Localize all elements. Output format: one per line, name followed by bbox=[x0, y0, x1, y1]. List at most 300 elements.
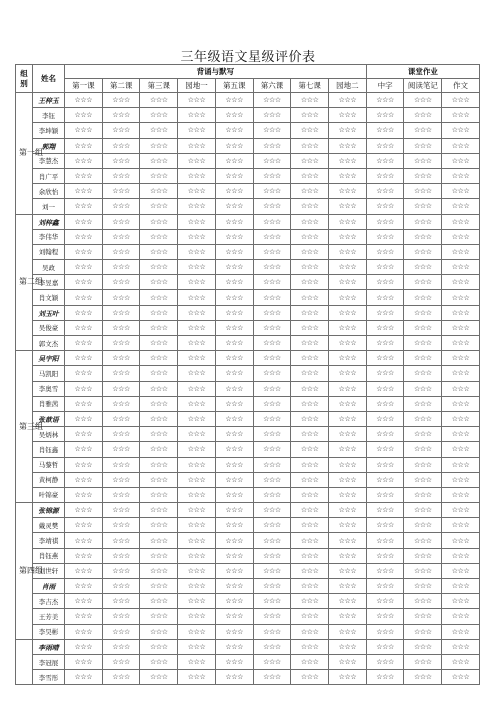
star-rating-cell[interactable]: ☆☆☆ bbox=[178, 275, 216, 290]
star-rating-cell[interactable]: ☆☆☆ bbox=[253, 244, 291, 259]
star-rating-cell[interactable]: ☆☆☆ bbox=[65, 594, 103, 609]
star-rating-cell[interactable]: ☆☆☆ bbox=[329, 290, 367, 305]
star-rating-cell[interactable]: ☆☆☆ bbox=[329, 275, 367, 290]
star-rating-cell[interactable]: ☆☆☆ bbox=[178, 168, 216, 183]
star-rating-cell[interactable]: ☆☆☆ bbox=[65, 624, 103, 639]
star-rating-cell[interactable]: ☆☆☆ bbox=[102, 518, 140, 533]
star-rating-cell[interactable]: ☆☆☆ bbox=[215, 411, 253, 426]
star-rating-cell[interactable]: ☆☆☆ bbox=[442, 381, 480, 396]
star-rating-cell[interactable]: ☆☆☆ bbox=[329, 381, 367, 396]
star-rating-cell[interactable]: ☆☆☆ bbox=[215, 472, 253, 487]
star-rating-cell[interactable]: ☆☆☆ bbox=[291, 336, 329, 351]
star-rating-cell[interactable]: ☆☆☆ bbox=[65, 670, 103, 685]
star-rating-cell[interactable]: ☆☆☆ bbox=[215, 260, 253, 275]
star-rating-cell[interactable]: ☆☆☆ bbox=[329, 654, 367, 669]
star-rating-cell[interactable]: ☆☆☆ bbox=[140, 411, 178, 426]
star-rating-cell[interactable]: ☆☆☆ bbox=[291, 93, 329, 108]
star-rating-cell[interactable]: ☆☆☆ bbox=[329, 336, 367, 351]
star-rating-cell[interactable]: ☆☆☆ bbox=[253, 609, 291, 624]
star-rating-cell[interactable]: ☆☆☆ bbox=[102, 93, 140, 108]
star-rating-cell[interactable]: ☆☆☆ bbox=[140, 594, 178, 609]
star-rating-cell[interactable]: ☆☆☆ bbox=[404, 123, 442, 138]
star-rating-cell[interactable]: ☆☆☆ bbox=[291, 579, 329, 594]
star-rating-cell[interactable]: ☆☆☆ bbox=[65, 654, 103, 669]
star-rating-cell[interactable]: ☆☆☆ bbox=[102, 366, 140, 381]
star-rating-cell[interactable]: ☆☆☆ bbox=[291, 214, 329, 229]
star-rating-cell[interactable]: ☆☆☆ bbox=[366, 503, 404, 518]
star-rating-cell[interactable]: ☆☆☆ bbox=[329, 199, 367, 214]
star-rating-cell[interactable]: ☆☆☆ bbox=[404, 624, 442, 639]
star-rating-cell[interactable]: ☆☆☆ bbox=[404, 275, 442, 290]
star-rating-cell[interactable]: ☆☆☆ bbox=[215, 533, 253, 548]
star-rating-cell[interactable]: ☆☆☆ bbox=[65, 457, 103, 472]
star-rating-cell[interactable]: ☆☆☆ bbox=[366, 199, 404, 214]
star-rating-cell[interactable]: ☆☆☆ bbox=[65, 381, 103, 396]
star-rating-cell[interactable]: ☆☆☆ bbox=[140, 503, 178, 518]
star-rating-cell[interactable]: ☆☆☆ bbox=[291, 305, 329, 320]
star-rating-cell[interactable]: ☆☆☆ bbox=[366, 244, 404, 259]
star-rating-cell[interactable]: ☆☆☆ bbox=[442, 609, 480, 624]
star-rating-cell[interactable]: ☆☆☆ bbox=[140, 670, 178, 685]
star-rating-cell[interactable]: ☆☆☆ bbox=[178, 472, 216, 487]
star-rating-cell[interactable]: ☆☆☆ bbox=[253, 457, 291, 472]
star-rating-cell[interactable]: ☆☆☆ bbox=[140, 229, 178, 244]
star-rating-cell[interactable]: ☆☆☆ bbox=[291, 518, 329, 533]
star-rating-cell[interactable]: ☆☆☆ bbox=[65, 305, 103, 320]
star-rating-cell[interactable]: ☆☆☆ bbox=[291, 503, 329, 518]
star-rating-cell[interactable]: ☆☆☆ bbox=[253, 639, 291, 654]
star-rating-cell[interactable]: ☆☆☆ bbox=[215, 336, 253, 351]
star-rating-cell[interactable]: ☆☆☆ bbox=[253, 108, 291, 123]
star-rating-cell[interactable]: ☆☆☆ bbox=[65, 366, 103, 381]
star-rating-cell[interactable]: ☆☆☆ bbox=[140, 381, 178, 396]
star-rating-cell[interactable]: ☆☆☆ bbox=[215, 351, 253, 366]
star-rating-cell[interactable]: ☆☆☆ bbox=[178, 290, 216, 305]
star-rating-cell[interactable]: ☆☆☆ bbox=[102, 427, 140, 442]
star-rating-cell[interactable]: ☆☆☆ bbox=[253, 472, 291, 487]
star-rating-cell[interactable]: ☆☆☆ bbox=[102, 381, 140, 396]
star-rating-cell[interactable]: ☆☆☆ bbox=[442, 138, 480, 153]
star-rating-cell[interactable]: ☆☆☆ bbox=[178, 533, 216, 548]
star-rating-cell[interactable]: ☆☆☆ bbox=[404, 138, 442, 153]
star-rating-cell[interactable]: ☆☆☆ bbox=[65, 93, 103, 108]
star-rating-cell[interactable]: ☆☆☆ bbox=[215, 153, 253, 168]
star-rating-cell[interactable]: ☆☆☆ bbox=[291, 624, 329, 639]
star-rating-cell[interactable]: ☆☆☆ bbox=[65, 229, 103, 244]
star-rating-cell[interactable]: ☆☆☆ bbox=[102, 411, 140, 426]
star-rating-cell[interactable]: ☆☆☆ bbox=[366, 427, 404, 442]
star-rating-cell[interactable]: ☆☆☆ bbox=[253, 442, 291, 457]
star-rating-cell[interactable]: ☆☆☆ bbox=[140, 199, 178, 214]
star-rating-cell[interactable]: ☆☆☆ bbox=[65, 351, 103, 366]
star-rating-cell[interactable]: ☆☆☆ bbox=[178, 639, 216, 654]
star-rating-cell[interactable]: ☆☆☆ bbox=[102, 168, 140, 183]
star-rating-cell[interactable]: ☆☆☆ bbox=[253, 351, 291, 366]
star-rating-cell[interactable]: ☆☆☆ bbox=[404, 639, 442, 654]
star-rating-cell[interactable]: ☆☆☆ bbox=[65, 153, 103, 168]
star-rating-cell[interactable]: ☆☆☆ bbox=[178, 548, 216, 563]
star-rating-cell[interactable]: ☆☆☆ bbox=[178, 654, 216, 669]
star-rating-cell[interactable]: ☆☆☆ bbox=[442, 108, 480, 123]
star-rating-cell[interactable]: ☆☆☆ bbox=[404, 290, 442, 305]
star-rating-cell[interactable]: ☆☆☆ bbox=[253, 275, 291, 290]
star-rating-cell[interactable]: ☆☆☆ bbox=[140, 472, 178, 487]
star-rating-cell[interactable]: ☆☆☆ bbox=[366, 609, 404, 624]
star-rating-cell[interactable]: ☆☆☆ bbox=[366, 533, 404, 548]
star-rating-cell[interactable]: ☆☆☆ bbox=[404, 427, 442, 442]
star-rating-cell[interactable]: ☆☆☆ bbox=[291, 533, 329, 548]
star-rating-cell[interactable]: ☆☆☆ bbox=[178, 214, 216, 229]
star-rating-cell[interactable]: ☆☆☆ bbox=[102, 108, 140, 123]
star-rating-cell[interactable]: ☆☆☆ bbox=[253, 260, 291, 275]
star-rating-cell[interactable]: ☆☆☆ bbox=[442, 411, 480, 426]
star-rating-cell[interactable]: ☆☆☆ bbox=[178, 320, 216, 335]
star-rating-cell[interactable]: ☆☆☆ bbox=[253, 396, 291, 411]
star-rating-cell[interactable]: ☆☆☆ bbox=[178, 244, 216, 259]
star-rating-cell[interactable]: ☆☆☆ bbox=[366, 229, 404, 244]
star-rating-cell[interactable]: ☆☆☆ bbox=[366, 275, 404, 290]
star-rating-cell[interactable]: ☆☆☆ bbox=[329, 503, 367, 518]
star-rating-cell[interactable]: ☆☆☆ bbox=[329, 305, 367, 320]
star-rating-cell[interactable]: ☆☆☆ bbox=[140, 184, 178, 199]
star-rating-cell[interactable]: ☆☆☆ bbox=[102, 305, 140, 320]
star-rating-cell[interactable]: ☆☆☆ bbox=[253, 624, 291, 639]
star-rating-cell[interactable]: ☆☆☆ bbox=[329, 518, 367, 533]
star-rating-cell[interactable]: ☆☆☆ bbox=[65, 290, 103, 305]
star-rating-cell[interactable]: ☆☆☆ bbox=[140, 93, 178, 108]
star-rating-cell[interactable]: ☆☆☆ bbox=[102, 199, 140, 214]
star-rating-cell[interactable]: ☆☆☆ bbox=[366, 579, 404, 594]
star-rating-cell[interactable]: ☆☆☆ bbox=[178, 487, 216, 502]
star-rating-cell[interactable]: ☆☆☆ bbox=[65, 123, 103, 138]
star-rating-cell[interactable]: ☆☆☆ bbox=[65, 442, 103, 457]
star-rating-cell[interactable]: ☆☆☆ bbox=[442, 654, 480, 669]
star-rating-cell[interactable]: ☆☆☆ bbox=[253, 229, 291, 244]
star-rating-cell[interactable]: ☆☆☆ bbox=[215, 184, 253, 199]
star-rating-cell[interactable]: ☆☆☆ bbox=[291, 442, 329, 457]
star-rating-cell[interactable]: ☆☆☆ bbox=[329, 624, 367, 639]
star-rating-cell[interactable]: ☆☆☆ bbox=[65, 518, 103, 533]
star-rating-cell[interactable]: ☆☆☆ bbox=[329, 396, 367, 411]
star-rating-cell[interactable]: ☆☆☆ bbox=[366, 320, 404, 335]
star-rating-cell[interactable]: ☆☆☆ bbox=[442, 199, 480, 214]
star-rating-cell[interactable]: ☆☆☆ bbox=[366, 442, 404, 457]
star-rating-cell[interactable]: ☆☆☆ bbox=[215, 320, 253, 335]
star-rating-cell[interactable]: ☆☆☆ bbox=[442, 229, 480, 244]
star-rating-cell[interactable]: ☆☆☆ bbox=[291, 548, 329, 563]
star-rating-cell[interactable]: ☆☆☆ bbox=[291, 351, 329, 366]
star-rating-cell[interactable]: ☆☆☆ bbox=[442, 487, 480, 502]
star-rating-cell[interactable]: ☆☆☆ bbox=[291, 290, 329, 305]
star-rating-cell[interactable]: ☆☆☆ bbox=[215, 639, 253, 654]
star-rating-cell[interactable]: ☆☆☆ bbox=[178, 670, 216, 685]
star-rating-cell[interactable]: ☆☆☆ bbox=[65, 427, 103, 442]
star-rating-cell[interactable]: ☆☆☆ bbox=[442, 184, 480, 199]
star-rating-cell[interactable]: ☆☆☆ bbox=[65, 548, 103, 563]
star-rating-cell[interactable]: ☆☆☆ bbox=[215, 168, 253, 183]
star-rating-cell[interactable]: ☆☆☆ bbox=[178, 381, 216, 396]
star-rating-cell[interactable]: ☆☆☆ bbox=[215, 670, 253, 685]
star-rating-cell[interactable]: ☆☆☆ bbox=[102, 548, 140, 563]
star-rating-cell[interactable]: ☆☆☆ bbox=[178, 138, 216, 153]
star-rating-cell[interactable]: ☆☆☆ bbox=[442, 548, 480, 563]
star-rating-cell[interactable]: ☆☆☆ bbox=[215, 275, 253, 290]
star-rating-cell[interactable]: ☆☆☆ bbox=[102, 153, 140, 168]
star-rating-cell[interactable]: ☆☆☆ bbox=[140, 442, 178, 457]
star-rating-cell[interactable]: ☆☆☆ bbox=[291, 123, 329, 138]
star-rating-cell[interactable]: ☆☆☆ bbox=[140, 320, 178, 335]
star-rating-cell[interactable]: ☆☆☆ bbox=[65, 563, 103, 578]
star-rating-cell[interactable]: ☆☆☆ bbox=[102, 533, 140, 548]
star-rating-cell[interactable]: ☆☆☆ bbox=[215, 427, 253, 442]
star-rating-cell[interactable]: ☆☆☆ bbox=[102, 442, 140, 457]
star-rating-cell[interactable]: ☆☆☆ bbox=[442, 670, 480, 685]
star-rating-cell[interactable]: ☆☆☆ bbox=[366, 153, 404, 168]
star-rating-cell[interactable]: ☆☆☆ bbox=[442, 275, 480, 290]
star-rating-cell[interactable]: ☆☆☆ bbox=[102, 563, 140, 578]
star-rating-cell[interactable]: ☆☆☆ bbox=[140, 579, 178, 594]
star-rating-cell[interactable]: ☆☆☆ bbox=[102, 487, 140, 502]
star-rating-cell[interactable]: ☆☆☆ bbox=[329, 670, 367, 685]
star-rating-cell[interactable]: ☆☆☆ bbox=[291, 594, 329, 609]
star-rating-cell[interactable]: ☆☆☆ bbox=[178, 457, 216, 472]
star-rating-cell[interactable]: ☆☆☆ bbox=[329, 351, 367, 366]
star-rating-cell[interactable]: ☆☆☆ bbox=[102, 609, 140, 624]
star-rating-cell[interactable]: ☆☆☆ bbox=[366, 123, 404, 138]
star-rating-cell[interactable]: ☆☆☆ bbox=[366, 351, 404, 366]
star-rating-cell[interactable]: ☆☆☆ bbox=[442, 366, 480, 381]
star-rating-cell[interactable]: ☆☆☆ bbox=[102, 275, 140, 290]
star-rating-cell[interactable]: ☆☆☆ bbox=[442, 260, 480, 275]
star-rating-cell[interactable]: ☆☆☆ bbox=[140, 123, 178, 138]
star-rating-cell[interactable]: ☆☆☆ bbox=[102, 654, 140, 669]
star-rating-cell[interactable]: ☆☆☆ bbox=[253, 381, 291, 396]
star-rating-cell[interactable]: ☆☆☆ bbox=[140, 108, 178, 123]
star-rating-cell[interactable]: ☆☆☆ bbox=[329, 548, 367, 563]
star-rating-cell[interactable]: ☆☆☆ bbox=[404, 336, 442, 351]
star-rating-cell[interactable]: ☆☆☆ bbox=[329, 457, 367, 472]
star-rating-cell[interactable]: ☆☆☆ bbox=[253, 579, 291, 594]
star-rating-cell[interactable]: ☆☆☆ bbox=[404, 320, 442, 335]
star-rating-cell[interactable]: ☆☆☆ bbox=[140, 533, 178, 548]
star-rating-cell[interactable]: ☆☆☆ bbox=[442, 503, 480, 518]
star-rating-cell[interactable]: ☆☆☆ bbox=[366, 624, 404, 639]
star-rating-cell[interactable]: ☆☆☆ bbox=[442, 305, 480, 320]
star-rating-cell[interactable]: ☆☆☆ bbox=[140, 624, 178, 639]
star-rating-cell[interactable]: ☆☆☆ bbox=[404, 153, 442, 168]
star-rating-cell[interactable]: ☆☆☆ bbox=[253, 548, 291, 563]
star-rating-cell[interactable]: ☆☆☆ bbox=[291, 670, 329, 685]
star-rating-cell[interactable]: ☆☆☆ bbox=[65, 533, 103, 548]
star-rating-cell[interactable]: ☆☆☆ bbox=[253, 427, 291, 442]
star-rating-cell[interactable]: ☆☆☆ bbox=[215, 594, 253, 609]
star-rating-cell[interactable]: ☆☆☆ bbox=[215, 290, 253, 305]
star-rating-cell[interactable]: ☆☆☆ bbox=[253, 214, 291, 229]
star-rating-cell[interactable]: ☆☆☆ bbox=[291, 229, 329, 244]
star-rating-cell[interactable]: ☆☆☆ bbox=[329, 472, 367, 487]
star-rating-cell[interactable]: ☆☆☆ bbox=[140, 457, 178, 472]
star-rating-cell[interactable]: ☆☆☆ bbox=[178, 442, 216, 457]
star-rating-cell[interactable]: ☆☆☆ bbox=[65, 609, 103, 624]
star-rating-cell[interactable]: ☆☆☆ bbox=[140, 305, 178, 320]
star-rating-cell[interactable]: ☆☆☆ bbox=[404, 351, 442, 366]
star-rating-cell[interactable]: ☆☆☆ bbox=[366, 518, 404, 533]
star-rating-cell[interactable]: ☆☆☆ bbox=[140, 244, 178, 259]
star-rating-cell[interactable]: ☆☆☆ bbox=[253, 533, 291, 548]
star-rating-cell[interactable]: ☆☆☆ bbox=[442, 168, 480, 183]
star-rating-cell[interactable]: ☆☆☆ bbox=[178, 396, 216, 411]
star-rating-cell[interactable]: ☆☆☆ bbox=[442, 563, 480, 578]
star-rating-cell[interactable]: ☆☆☆ bbox=[65, 639, 103, 654]
star-rating-cell[interactable]: ☆☆☆ bbox=[253, 184, 291, 199]
star-rating-cell[interactable]: ☆☆☆ bbox=[178, 260, 216, 275]
star-rating-cell[interactable]: ☆☆☆ bbox=[291, 457, 329, 472]
star-rating-cell[interactable]: ☆☆☆ bbox=[102, 579, 140, 594]
star-rating-cell[interactable]: ☆☆☆ bbox=[442, 518, 480, 533]
star-rating-cell[interactable]: ☆☆☆ bbox=[215, 579, 253, 594]
star-rating-cell[interactable]: ☆☆☆ bbox=[65, 138, 103, 153]
star-rating-cell[interactable]: ☆☆☆ bbox=[65, 579, 103, 594]
star-rating-cell[interactable]: ☆☆☆ bbox=[404, 229, 442, 244]
star-rating-cell[interactable]: ☆☆☆ bbox=[404, 609, 442, 624]
star-rating-cell[interactable]: ☆☆☆ bbox=[404, 381, 442, 396]
star-rating-cell[interactable]: ☆☆☆ bbox=[215, 518, 253, 533]
star-rating-cell[interactable]: ☆☆☆ bbox=[178, 563, 216, 578]
star-rating-cell[interactable]: ☆☆☆ bbox=[215, 381, 253, 396]
star-rating-cell[interactable]: ☆☆☆ bbox=[404, 563, 442, 578]
star-rating-cell[interactable]: ☆☆☆ bbox=[102, 123, 140, 138]
star-rating-cell[interactable]: ☆☆☆ bbox=[215, 214, 253, 229]
star-rating-cell[interactable]: ☆☆☆ bbox=[404, 184, 442, 199]
star-rating-cell[interactable]: ☆☆☆ bbox=[178, 579, 216, 594]
star-rating-cell[interactable]: ☆☆☆ bbox=[442, 624, 480, 639]
star-rating-cell[interactable]: ☆☆☆ bbox=[140, 336, 178, 351]
star-rating-cell[interactable]: ☆☆☆ bbox=[253, 670, 291, 685]
star-rating-cell[interactable]: ☆☆☆ bbox=[178, 366, 216, 381]
star-rating-cell[interactable]: ☆☆☆ bbox=[291, 411, 329, 426]
star-rating-cell[interactable]: ☆☆☆ bbox=[442, 594, 480, 609]
star-rating-cell[interactable]: ☆☆☆ bbox=[253, 563, 291, 578]
star-rating-cell[interactable]: ☆☆☆ bbox=[404, 260, 442, 275]
star-rating-cell[interactable]: ☆☆☆ bbox=[291, 168, 329, 183]
star-rating-cell[interactable]: ☆☆☆ bbox=[329, 366, 367, 381]
star-rating-cell[interactable]: ☆☆☆ bbox=[442, 290, 480, 305]
star-rating-cell[interactable]: ☆☆☆ bbox=[65, 244, 103, 259]
star-rating-cell[interactable]: ☆☆☆ bbox=[253, 654, 291, 669]
star-rating-cell[interactable]: ☆☆☆ bbox=[102, 624, 140, 639]
star-rating-cell[interactable]: ☆☆☆ bbox=[140, 654, 178, 669]
star-rating-cell[interactable]: ☆☆☆ bbox=[329, 168, 367, 183]
star-rating-cell[interactable]: ☆☆☆ bbox=[215, 396, 253, 411]
star-rating-cell[interactable]: ☆☆☆ bbox=[404, 168, 442, 183]
star-rating-cell[interactable]: ☆☆☆ bbox=[366, 305, 404, 320]
star-rating-cell[interactable]: ☆☆☆ bbox=[366, 396, 404, 411]
star-rating-cell[interactable]: ☆☆☆ bbox=[102, 351, 140, 366]
star-rating-cell[interactable]: ☆☆☆ bbox=[291, 138, 329, 153]
star-rating-cell[interactable]: ☆☆☆ bbox=[366, 472, 404, 487]
star-rating-cell[interactable]: ☆☆☆ bbox=[215, 244, 253, 259]
star-rating-cell[interactable]: ☆☆☆ bbox=[442, 214, 480, 229]
star-rating-cell[interactable]: ☆☆☆ bbox=[442, 244, 480, 259]
star-rating-cell[interactable]: ☆☆☆ bbox=[291, 396, 329, 411]
star-rating-cell[interactable]: ☆☆☆ bbox=[404, 199, 442, 214]
star-rating-cell[interactable]: ☆☆☆ bbox=[215, 123, 253, 138]
star-rating-cell[interactable]: ☆☆☆ bbox=[215, 138, 253, 153]
star-rating-cell[interactable]: ☆☆☆ bbox=[404, 442, 442, 457]
star-rating-cell[interactable]: ☆☆☆ bbox=[366, 548, 404, 563]
star-rating-cell[interactable]: ☆☆☆ bbox=[442, 472, 480, 487]
star-rating-cell[interactable]: ☆☆☆ bbox=[404, 518, 442, 533]
star-rating-cell[interactable]: ☆☆☆ bbox=[291, 244, 329, 259]
star-rating-cell[interactable]: ☆☆☆ bbox=[253, 320, 291, 335]
star-rating-cell[interactable]: ☆☆☆ bbox=[366, 594, 404, 609]
star-rating-cell[interactable]: ☆☆☆ bbox=[404, 108, 442, 123]
star-rating-cell[interactable]: ☆☆☆ bbox=[329, 442, 367, 457]
star-rating-cell[interactable]: ☆☆☆ bbox=[140, 275, 178, 290]
star-rating-cell[interactable]: ☆☆☆ bbox=[178, 351, 216, 366]
star-rating-cell[interactable]: ☆☆☆ bbox=[253, 594, 291, 609]
star-rating-cell[interactable]: ☆☆☆ bbox=[442, 93, 480, 108]
star-rating-cell[interactable]: ☆☆☆ bbox=[140, 153, 178, 168]
star-rating-cell[interactable]: ☆☆☆ bbox=[291, 381, 329, 396]
star-rating-cell[interactable]: ☆☆☆ bbox=[140, 290, 178, 305]
star-rating-cell[interactable]: ☆☆☆ bbox=[366, 670, 404, 685]
star-rating-cell[interactable]: ☆☆☆ bbox=[65, 184, 103, 199]
star-rating-cell[interactable]: ☆☆☆ bbox=[215, 199, 253, 214]
star-rating-cell[interactable]: ☆☆☆ bbox=[404, 214, 442, 229]
star-rating-cell[interactable]: ☆☆☆ bbox=[291, 609, 329, 624]
star-rating-cell[interactable]: ☆☆☆ bbox=[253, 411, 291, 426]
star-rating-cell[interactable]: ☆☆☆ bbox=[404, 396, 442, 411]
star-rating-cell[interactable]: ☆☆☆ bbox=[442, 533, 480, 548]
star-rating-cell[interactable]: ☆☆☆ bbox=[65, 487, 103, 502]
star-rating-cell[interactable]: ☆☆☆ bbox=[329, 563, 367, 578]
star-rating-cell[interactable]: ☆☆☆ bbox=[442, 579, 480, 594]
star-rating-cell[interactable]: ☆☆☆ bbox=[366, 336, 404, 351]
star-rating-cell[interactable]: ☆☆☆ bbox=[65, 472, 103, 487]
star-rating-cell[interactable]: ☆☆☆ bbox=[140, 639, 178, 654]
star-rating-cell[interactable]: ☆☆☆ bbox=[404, 533, 442, 548]
star-rating-cell[interactable]: ☆☆☆ bbox=[291, 108, 329, 123]
star-rating-cell[interactable]: ☆☆☆ bbox=[102, 503, 140, 518]
star-rating-cell[interactable]: ☆☆☆ bbox=[291, 639, 329, 654]
star-rating-cell[interactable]: ☆☆☆ bbox=[366, 457, 404, 472]
star-rating-cell[interactable]: ☆☆☆ bbox=[102, 670, 140, 685]
star-rating-cell[interactable]: ☆☆☆ bbox=[140, 366, 178, 381]
star-rating-cell[interactable]: ☆☆☆ bbox=[329, 320, 367, 335]
star-rating-cell[interactable]: ☆☆☆ bbox=[291, 320, 329, 335]
star-rating-cell[interactable]: ☆☆☆ bbox=[366, 563, 404, 578]
star-rating-cell[interactable]: ☆☆☆ bbox=[291, 654, 329, 669]
star-rating-cell[interactable]: ☆☆☆ bbox=[215, 366, 253, 381]
star-rating-cell[interactable]: ☆☆☆ bbox=[404, 305, 442, 320]
star-rating-cell[interactable]: ☆☆☆ bbox=[140, 548, 178, 563]
star-rating-cell[interactable]: ☆☆☆ bbox=[178, 184, 216, 199]
star-rating-cell[interactable]: ☆☆☆ bbox=[215, 624, 253, 639]
star-rating-cell[interactable]: ☆☆☆ bbox=[253, 518, 291, 533]
star-rating-cell[interactable]: ☆☆☆ bbox=[329, 184, 367, 199]
star-rating-cell[interactable]: ☆☆☆ bbox=[442, 351, 480, 366]
star-rating-cell[interactable]: ☆☆☆ bbox=[404, 93, 442, 108]
star-rating-cell[interactable]: ☆☆☆ bbox=[65, 336, 103, 351]
star-rating-cell[interactable]: ☆☆☆ bbox=[366, 138, 404, 153]
star-rating-cell[interactable]: ☆☆☆ bbox=[65, 108, 103, 123]
star-rating-cell[interactable]: ☆☆☆ bbox=[442, 336, 480, 351]
star-rating-cell[interactable]: ☆☆☆ bbox=[366, 168, 404, 183]
star-rating-cell[interactable]: ☆☆☆ bbox=[102, 244, 140, 259]
star-rating-cell[interactable]: ☆☆☆ bbox=[366, 411, 404, 426]
star-rating-cell[interactable]: ☆☆☆ bbox=[404, 503, 442, 518]
